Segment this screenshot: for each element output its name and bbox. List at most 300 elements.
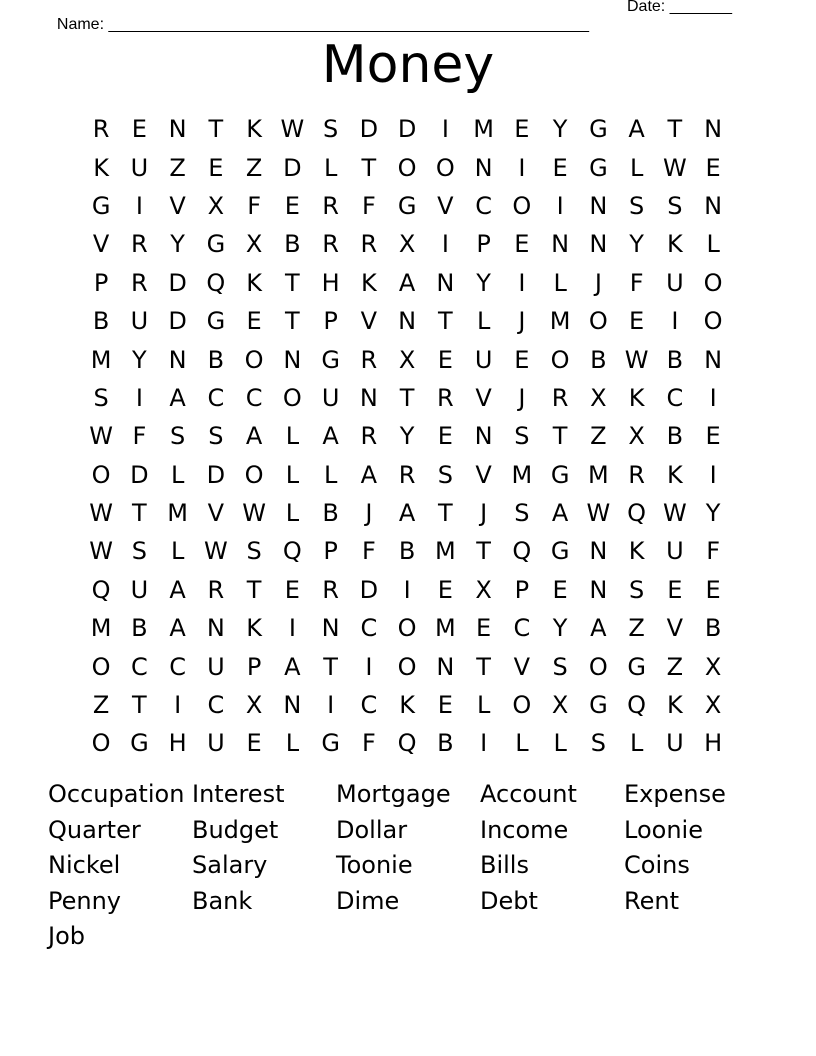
grid-letter[interactable]: I	[709, 460, 717, 489]
word-item: Occupation	[48, 780, 185, 809]
grid-letter[interactable]: Z	[92, 691, 110, 720]
grid-letter[interactable]: I	[135, 383, 143, 412]
grid-letter[interactable]: G	[206, 307, 226, 336]
grid-letter[interactable]: U	[130, 153, 149, 182]
grid-letter[interactable]: I	[709, 383, 717, 412]
grid-letter[interactable]: L	[285, 460, 300, 489]
grid-letter[interactable]: O	[512, 191, 532, 220]
grid-letter[interactable]: U	[207, 652, 225, 681]
grid-letter[interactable]: G	[91, 191, 111, 220]
grid-letter[interactable]: L	[170, 537, 185, 566]
grid-letter[interactable]: G	[589, 691, 608, 720]
grid-letter[interactable]: A	[169, 614, 186, 643]
grid-letter[interactable]: A	[245, 422, 263, 451]
grid-letter[interactable]: P	[514, 575, 530, 604]
grid-letter[interactable]: O	[435, 153, 455, 182]
grid-letter[interactable]: T	[438, 499, 453, 528]
grid-row	[82, 609, 732, 647]
grid-letter[interactable]: J	[365, 499, 373, 528]
grid-letter[interactable]: M	[435, 614, 456, 643]
grid-letter[interactable]: P	[246, 652, 262, 681]
grid-letter[interactable]: K	[667, 460, 683, 489]
grid-letter[interactable]: N	[474, 153, 493, 182]
grid-letter[interactable]: O	[91, 652, 111, 681]
word-item: Toonie	[336, 851, 413, 880]
grid-letter[interactable]: R	[398, 460, 416, 489]
grid-letter[interactable]: O	[703, 268, 723, 297]
grid-letter[interactable]: G	[321, 345, 340, 374]
grid-letter[interactable]: N	[589, 191, 608, 220]
grid-letter[interactable]: D	[397, 115, 417, 144]
grid-letter[interactable]: C	[513, 614, 531, 643]
grid-letter[interactable]: W	[280, 115, 305, 144]
grid-letter[interactable]: U	[474, 345, 493, 374]
grid-letter[interactable]: M	[435, 537, 456, 566]
grid-letter[interactable]: Q	[627, 691, 647, 720]
grid-letter[interactable]: E	[667, 575, 683, 604]
grid-letter[interactable]: I	[441, 230, 449, 259]
grid-letter[interactable]: Q	[627, 499, 647, 528]
grid-letter[interactable]: A	[169, 575, 186, 604]
grid-letter[interactable]: U	[666, 729, 684, 758]
name-field[interactable]: Name: ______________________________________________________	[56, 16, 589, 33]
grid-letter[interactable]: Z	[169, 153, 186, 182]
grid-letter[interactable]: F	[247, 191, 262, 220]
grid-letter[interactable]: N	[359, 383, 378, 412]
grid-letter[interactable]: X	[207, 191, 225, 220]
grid-letter[interactable]: N	[168, 115, 187, 144]
grid-letter[interactable]: R	[322, 191, 339, 220]
grid-letter[interactable]: K	[246, 115, 262, 144]
grid-letter[interactable]: E	[284, 191, 300, 220]
grid-letter[interactable]: V	[437, 191, 454, 220]
grid-letter[interactable]: O	[282, 383, 302, 412]
grid-letter[interactable]: V	[169, 191, 186, 220]
grid-letter[interactable]: K	[246, 268, 262, 297]
grid-letter[interactable]: O	[588, 307, 608, 336]
grid-letter[interactable]: B	[666, 345, 684, 374]
grid-letter[interactable]: C	[360, 691, 378, 720]
grid-letter[interactable]: S	[590, 729, 606, 758]
grid-letter[interactable]: E	[476, 614, 492, 643]
grid-letter[interactable]: G	[589, 153, 608, 182]
grid-letter[interactable]: A	[169, 383, 186, 412]
grid-letter[interactable]: W	[242, 499, 266, 528]
grid-letter[interactable]: X	[704, 691, 722, 720]
grid-letter[interactable]: T	[667, 115, 683, 144]
grid-letter[interactable]: N	[704, 115, 723, 144]
grid-letter[interactable]: D	[130, 460, 149, 489]
grid-letter[interactable]: X	[551, 691, 569, 720]
grid-letter[interactable]: C	[207, 691, 225, 720]
grid-letter[interactable]: N	[283, 345, 302, 374]
grid-letter[interactable]: Y	[170, 230, 185, 259]
grid-letter[interactable]: I	[327, 691, 335, 720]
grid-letter[interactable]: Z	[628, 614, 645, 643]
grid-letter[interactable]: H	[321, 268, 340, 297]
grid-letter[interactable]: N	[589, 230, 608, 259]
grid-letter[interactable]: I	[518, 268, 526, 297]
grid-letter[interactable]: K	[628, 383, 645, 412]
grid-letter[interactable]: P	[93, 268, 109, 297]
grid-letter[interactable]: N	[206, 614, 225, 643]
grid-letter[interactable]: L	[285, 499, 300, 528]
grid-letter[interactable]: L	[629, 729, 644, 758]
grid-letter[interactable]: I	[441, 115, 449, 144]
grid-letter[interactable]: G	[397, 191, 417, 220]
grid-letter[interactable]: E	[246, 729, 262, 758]
word-item: Penny	[48, 886, 122, 915]
grid-letter[interactable]: B	[207, 345, 225, 374]
grid-letter[interactable]: B	[284, 230, 301, 259]
grid-letter[interactable]: M	[90, 345, 112, 374]
grid-letter[interactable]: C	[666, 383, 684, 412]
grid-letter[interactable]: S	[514, 422, 530, 451]
grid-letter[interactable]: G	[627, 652, 646, 681]
grid-letter[interactable]: C	[130, 652, 148, 681]
grid-letter[interactable]: O	[703, 307, 723, 336]
grid-letter[interactable]: W	[89, 537, 113, 566]
grid-letter[interactable]: A	[398, 268, 416, 297]
grid-letter[interactable]: X	[628, 422, 645, 451]
grid-letter[interactable]: O	[588, 652, 608, 681]
grid-letter[interactable]: E	[131, 115, 147, 144]
grid-letter[interactable]: K	[246, 614, 262, 643]
grid-row	[82, 148, 732, 186]
grid-letter[interactable]: T	[552, 422, 568, 451]
grid-letter[interactable]: Y	[399, 422, 415, 451]
grid-letter[interactable]: O	[550, 345, 570, 374]
grid-letter[interactable]: K	[399, 691, 415, 720]
grid-letter[interactable]: N	[398, 307, 417, 336]
grid-letter[interactable]: L	[629, 153, 644, 182]
grid-letter[interactable]: K	[667, 691, 683, 720]
grid-letter[interactable]: X	[704, 652, 722, 681]
grid-letter[interactable]: T	[323, 652, 338, 681]
grid-letter[interactable]: A	[322, 422, 339, 451]
grid-letter[interactable]: W	[89, 499, 113, 528]
grid-letter[interactable]: L	[553, 268, 567, 297]
grid-letter[interactable]: T	[208, 115, 224, 144]
grid-letter[interactable]: C	[207, 383, 225, 412]
grid-letter[interactable]: C	[245, 383, 263, 412]
grid-letter[interactable]: E	[705, 153, 721, 182]
grid-letter[interactable]: O	[244, 460, 264, 489]
grid-letter[interactable]: Z	[245, 153, 263, 182]
grid-letter[interactable]: O	[91, 460, 111, 489]
grid-letter[interactable]: X	[590, 383, 607, 412]
grid-letter[interactable]: W	[204, 537, 228, 566]
grid-letter[interactable]: O	[397, 652, 417, 681]
grid-letter[interactable]: L	[553, 729, 567, 758]
grid-letter[interactable]: W	[663, 153, 687, 182]
grid-letter[interactable]: A	[628, 115, 645, 144]
grid-letter[interactable]: Q	[206, 268, 226, 297]
grid-letter[interactable]: S	[629, 191, 645, 220]
word-item: Mortgage	[336, 780, 451, 809]
grid-letter[interactable]: R	[207, 575, 225, 604]
grid-letter[interactable]: L	[515, 729, 529, 758]
date-field[interactable]: Date: _______	[627, 0, 732, 15]
grid-letter[interactable]: S	[629, 575, 645, 604]
grid-letter[interactable]: W	[89, 422, 113, 451]
grid-letter[interactable]: E	[437, 691, 453, 720]
grid-letter[interactable]: I	[671, 307, 679, 336]
grid-letter[interactable]: E	[514, 230, 530, 259]
grid-letter[interactable]: F	[361, 537, 376, 566]
grid-letter[interactable]: E	[246, 307, 262, 336]
grid-letter[interactable]: S	[93, 383, 109, 412]
grid-letter[interactable]: N	[436, 268, 455, 297]
grid-letter[interactable]: M	[473, 115, 494, 144]
grid-letter[interactable]: S	[667, 191, 683, 220]
grid-letter[interactable]: V	[360, 307, 378, 336]
grid-letter[interactable]: M	[90, 614, 112, 643]
grid-letter[interactable]: J	[518, 383, 526, 412]
grid-letter[interactable]: R	[322, 575, 339, 604]
grid-letter[interactable]: B	[398, 537, 416, 566]
grid-letter[interactable]: Q	[282, 537, 302, 566]
grid-letter[interactable]: T	[285, 307, 300, 336]
grid-letter[interactable]: S	[552, 652, 568, 681]
grid-letter[interactable]: V	[207, 499, 225, 528]
grid-letter[interactable]: S	[246, 537, 262, 566]
grid-letter[interactable]: B	[590, 345, 607, 374]
grid-letter[interactable]: W	[663, 499, 687, 528]
grid-letter[interactable]: J	[594, 268, 602, 297]
grid-letter[interactable]: L	[476, 307, 491, 336]
grid-letter[interactable]: R	[437, 383, 454, 412]
grid-letter[interactable]: D	[168, 268, 187, 297]
grid-letter[interactable]: T	[476, 652, 491, 681]
grid-letter[interactable]: E	[552, 575, 568, 604]
grid-letter[interactable]: L	[170, 460, 185, 489]
grid-letter[interactable]: X	[398, 230, 416, 259]
grid-letter[interactable]: T	[285, 268, 300, 297]
grid-letter[interactable]: Q	[91, 575, 111, 604]
grid-letter[interactable]: G	[206, 230, 226, 259]
grid-letter[interactable]: G	[589, 115, 608, 144]
grid-letter[interactable]: T	[246, 575, 262, 604]
grid-letter[interactable]: E	[629, 307, 645, 336]
grid-letter[interactable]: S	[131, 537, 147, 566]
grid-letter[interactable]: V	[666, 614, 684, 643]
grid-letter[interactable]: E	[437, 345, 453, 374]
grid-letter[interactable]: E	[514, 345, 530, 374]
grid-letter[interactable]: B	[437, 729, 454, 758]
grid-letter[interactable]: X	[398, 345, 416, 374]
grid-letter[interactable]: U	[666, 537, 684, 566]
grid-letter[interactable]: E	[552, 153, 568, 182]
grid-letter[interactable]: V	[513, 652, 531, 681]
grid-letter[interactable]: T	[132, 691, 147, 720]
grid-letter[interactable]: E	[705, 422, 721, 451]
grid-letter[interactable]: O	[244, 345, 264, 374]
grid-letter[interactable]: N	[168, 345, 187, 374]
grid-letter[interactable]: J	[480, 499, 488, 528]
grid-letter[interactable]: C	[360, 614, 378, 643]
grid-row	[82, 187, 732, 225]
grid-letter[interactable]: A	[590, 614, 607, 643]
grid-letter[interactable]: D	[206, 460, 226, 489]
grid-letter[interactable]: R	[360, 230, 378, 259]
grid-letter[interactable]: N	[283, 691, 302, 720]
grid-letter[interactable]: N	[704, 191, 723, 220]
grid-letter[interactable]: X	[245, 691, 263, 720]
grid-letter[interactable]: R	[131, 268, 148, 297]
grid-letter[interactable]: R	[322, 230, 339, 259]
grid-letter[interactable]: D	[359, 575, 379, 604]
grid-letter[interactable]: P	[323, 537, 338, 566]
grid-letter[interactable]: I	[403, 575, 411, 604]
grid-letter[interactable]: Q	[512, 537, 532, 566]
grid-letter[interactable]: A	[360, 460, 378, 489]
grid-letter[interactable]: B	[322, 499, 339, 528]
grid-letter[interactable]: R	[360, 422, 378, 451]
grid-letter[interactable]: E	[284, 575, 300, 604]
grid-letter[interactable]: A	[398, 499, 416, 528]
grid-letter[interactable]: G	[550, 537, 570, 566]
grid-letter[interactable]: P	[323, 307, 338, 336]
grid-letter[interactable]: E	[705, 575, 721, 604]
grid-letter[interactable]: E	[514, 115, 530, 144]
grid-letter[interactable]: U	[207, 729, 225, 758]
grid-letter[interactable]: N	[589, 575, 608, 604]
grid-letter[interactable]: F	[629, 268, 644, 297]
grid-letter[interactable]: L	[285, 729, 300, 758]
grid-letter[interactable]: N	[704, 345, 723, 374]
grid-letter[interactable]: X	[245, 230, 263, 259]
grid-letter[interactable]: R	[131, 230, 148, 259]
grid-letter[interactable]: K	[667, 230, 683, 259]
grid-letter[interactable]: Y	[476, 268, 491, 297]
grid-letter[interactable]: S	[437, 460, 453, 489]
grid-letter[interactable]: L	[323, 153, 338, 182]
grid-letter[interactable]: V	[475, 460, 492, 489]
grid-letter[interactable]: S	[323, 115, 339, 144]
grid-letter[interactable]: L	[476, 691, 491, 720]
grid-letter[interactable]: R	[628, 460, 645, 489]
grid-letter[interactable]: Z	[666, 652, 684, 681]
grid-letter[interactable]: R	[360, 345, 378, 374]
grid-letter[interactable]: I	[174, 691, 182, 720]
grid-letter[interactable]: U	[666, 268, 684, 297]
grid-letter[interactable]: Y	[629, 230, 644, 259]
grid-letter[interactable]: Q	[397, 729, 417, 758]
grid-letter[interactable]: T	[438, 307, 453, 336]
grid-letter[interactable]: B	[666, 422, 684, 451]
grid-letter[interactable]: U	[130, 575, 149, 604]
grid-letter[interactable]: C	[475, 191, 492, 220]
grid-letter[interactable]: Z	[590, 422, 607, 451]
grid-letter[interactable]: S	[514, 499, 530, 528]
grid-letter[interactable]: K	[361, 268, 377, 297]
grid-letter[interactable]: C	[169, 652, 186, 681]
grid-letter[interactable]: W	[586, 499, 611, 528]
grid-letter[interactable]: X	[475, 575, 492, 604]
grid-letter[interactable]: G	[130, 729, 149, 758]
grid-letter[interactable]: O	[397, 614, 417, 643]
grid-letter[interactable]: H	[168, 729, 187, 758]
grid-letter[interactable]: E	[437, 575, 453, 604]
grid-letter[interactable]: F	[706, 537, 721, 566]
grid-letter[interactable]: N	[436, 652, 455, 681]
grid-letter[interactable]: Y	[552, 115, 568, 144]
word-row	[48, 777, 768, 813]
grid-letter[interactable]: Y	[705, 499, 721, 528]
grid-letter[interactable]: F	[132, 422, 147, 451]
grid-letter[interactable]: S	[208, 422, 224, 451]
grid-letter[interactable]: T	[476, 537, 491, 566]
grid-letter[interactable]: N	[474, 422, 493, 451]
grid-letter[interactable]: Y	[552, 614, 568, 643]
grid-letter[interactable]: M	[588, 460, 609, 489]
grid-letter[interactable]: A	[551, 499, 569, 528]
grid-letter[interactable]: I	[135, 191, 143, 220]
grid-letter[interactable]: I	[518, 153, 526, 182]
grid-letter[interactable]: T	[361, 153, 377, 182]
grid-letter[interactable]: K	[628, 537, 645, 566]
grid-letter[interactable]: M	[511, 460, 533, 489]
grid-letter[interactable]: M	[167, 499, 188, 528]
grid-letter[interactable]: P	[476, 230, 491, 259]
grid-letter[interactable]: Y	[132, 345, 147, 374]
grid-letter[interactable]: N	[551, 230, 570, 259]
grid-letter[interactable]: F	[361, 729, 376, 758]
grid-letter[interactable]: H	[704, 729, 723, 758]
grid-letter[interactable]: O	[512, 691, 532, 720]
grid-letter[interactable]: V	[475, 383, 492, 412]
grid-letter[interactable]: M	[549, 307, 571, 336]
grid-letter[interactable]: R	[551, 383, 569, 412]
grid-letter[interactable]: T	[399, 383, 415, 412]
grid-letter[interactable]: I	[556, 191, 564, 220]
grid-letter[interactable]: L	[323, 460, 338, 489]
grid-letter[interactable]: W	[624, 345, 649, 374]
grid-letter[interactable]: I	[480, 729, 488, 758]
grid-letter[interactable]: I	[288, 614, 296, 643]
grid-letter[interactable]: O	[91, 729, 111, 758]
grid-letter[interactable]: J	[518, 307, 526, 336]
grid-letter[interactable]: G	[321, 729, 340, 758]
grid-letter[interactable]: A	[284, 652, 301, 681]
grid-letter[interactable]: U	[130, 307, 149, 336]
grid-letter[interactable]: D	[283, 153, 302, 182]
grid-letter[interactable]: N	[589, 537, 608, 566]
grid-letter[interactable]: N	[321, 614, 340, 643]
grid-letter[interactable]: L	[706, 230, 720, 259]
grid-letter[interactable]: S	[170, 422, 186, 451]
word-item: Job	[48, 922, 85, 951]
grid-letter[interactable]: V	[92, 230, 110, 259]
grid-letter[interactable]: B	[131, 614, 148, 643]
grid-letter[interactable]: U	[321, 383, 340, 412]
grid-letter[interactable]: L	[285, 422, 300, 451]
grid-letter[interactable]: T	[132, 499, 147, 528]
grid-letter[interactable]: K	[93, 153, 109, 182]
grid-letter[interactable]: E	[208, 153, 224, 182]
grid-letter[interactable]: D	[168, 307, 187, 336]
grid-letter[interactable]: F	[361, 191, 376, 220]
grid-letter[interactable]: R	[92, 115, 110, 144]
grid-letter[interactable]: B	[92, 307, 110, 336]
grid-letter[interactable]: E	[437, 422, 453, 451]
grid-letter[interactable]: B	[704, 614, 722, 643]
grid-letter[interactable]: G	[550, 460, 570, 489]
grid-letter[interactable]: O	[397, 153, 417, 182]
grid-letter[interactable]: I	[365, 652, 373, 681]
grid-letter[interactable]: D	[359, 115, 379, 144]
